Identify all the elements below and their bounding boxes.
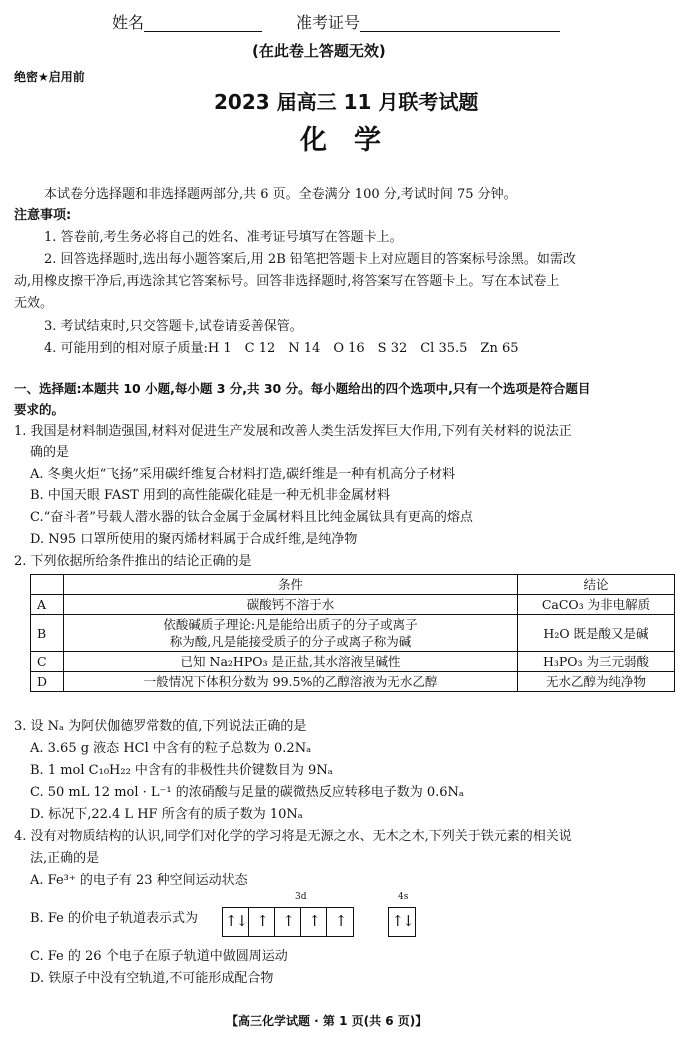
electron-arrows: ↑	[256, 912, 267, 930]
q3-option-c: C. 50 mL 12 mol · L⁻¹ 的浓硝酸与足量的碳微热反应转移电子数为 0.6Nₐ	[30, 785, 464, 800]
orbital-box	[301, 908, 327, 936]
q2-table	[30, 574, 675, 692]
col-conclusion: 结论	[518, 575, 675, 595]
notice-2a: 2. 回答选择题时,选出每小题答案后,用 2B 铅笔把答题卡上对应题目的答案标号涂黑。如需改	[44, 252, 576, 267]
table-row	[31, 595, 675, 615]
col-condition: 条件	[64, 575, 518, 595]
subject-title: 化 学	[300, 125, 381, 156]
q1-option-a: A. 冬奥火炬“飞扬”采用碳纤维复合材料打造,碳纤维是一种有机高分子材料	[30, 467, 456, 482]
row-conclusion: H₃PO₃ 为三元弱酸	[518, 652, 675, 672]
q3-option-a: A. 3.65 g 液态 HCl 中含有的粒子总数为 0.2Nₐ	[30, 741, 312, 756]
table-header-row	[31, 575, 675, 595]
row-condition-line: 称为酸,凡是能接受质子的分子或离子称为碱	[169, 634, 412, 649]
q4-option-d: D. 铁原子中没有空轨道,不可能形成配合物	[30, 971, 274, 986]
q3-option-b: B. 1 mol C₁₀H₂₂ 中含有的非极性共价键数目为 9Nₐ	[30, 763, 333, 778]
intro-text: 本试卷分选择题和非选择题两部分,共 6 页。全卷满分 100 分,考试时间 75 分钟。	[44, 187, 517, 202]
row-conclusion: 无水乙醇为纯净物	[518, 672, 675, 692]
row-conclusion: H₂O 既是酸又是碱	[518, 615, 675, 652]
section1-line2: 要求的。	[14, 402, 65, 417]
q1-stem-1: 1. 我国是材料制造强国,材料对促进生产发展和改善人类生活发挥巨大作用,下列有关材料的说法正	[14, 424, 572, 439]
q1-option-c: C.“奋斗者”号载人潜水器的钛合金属于金属材料且比纯金属钛具有更高的熔点	[30, 510, 473, 525]
electron-arrows: ↑	[308, 912, 319, 930]
label-3d: 3d	[295, 892, 307, 902]
secret-label: 绝密★启用前	[14, 70, 85, 84]
row-condition: 碳酸钙不溶于水	[64, 595, 518, 615]
q3-option-d: D. 标况下,22.4 L HF 所含有的质子数为 10Nₐ	[30, 807, 303, 822]
row-condition: 已知 Na₂HPO₃ 是正盐,其水溶液呈碱性	[64, 652, 518, 672]
row-conclusion: CaCO₃ 为非电解质	[518, 595, 675, 615]
orbital-box	[389, 908, 415, 936]
exam-title: 2023 届高三 11 月联考试题	[214, 90, 479, 114]
table-row	[31, 672, 675, 692]
row-condition	[64, 615, 518, 652]
orbital-box	[223, 908, 249, 936]
invalid-note: (在此卷上答题无效)	[252, 42, 386, 60]
id-blank	[360, 15, 560, 32]
name-label: 姓名	[112, 13, 145, 32]
table-row	[31, 615, 675, 652]
notice-1: 1. 答卷前,考生务必将自己的姓名、准考证号填写在答题卡上。	[44, 230, 403, 245]
row-condition-line: 依酸碱质子理论:凡是能给出质子的分子或离子	[163, 617, 418, 632]
q1-stem-2: 确的是	[30, 445, 70, 460]
name-blank	[144, 15, 262, 32]
q4-stem-1: 4. 没有对物质结构的认识,同学们对化学的学习将是无源之水、无木之木,下列关于铁元素的相关说	[14, 829, 572, 844]
q4-option-b: B. Fe 的价电子轨道表示式为	[30, 911, 198, 926]
q1-option-b: B. 中国天眼 FAST 用到的高性能碳化硅是一种无机非金属材料	[30, 488, 390, 503]
id-label: 准考证号	[296, 13, 361, 32]
orbital-box	[327, 908, 353, 936]
electron-arrows: ↑	[282, 912, 293, 930]
notice-4: 4. 可能用到的相对原子质量:H 1 C 12 N 14 O 16 S 32 Cl 35.5 Zn 65	[44, 341, 519, 356]
table-row	[31, 652, 675, 672]
electron-arrows: ↑	[334, 912, 346, 930]
electron-arrows: ↑↓	[391, 912, 413, 930]
section1-line1: 一、选择题:本题共 10 小题,每小题 3 分,共 30 分。每小题给出的四个选项中,只有一个选项是符合题目	[14, 381, 591, 396]
q4-option-c: C. Fe 的 26 个电子在原子轨道中做圆周运动	[30, 949, 288, 964]
row-key: A	[31, 595, 64, 615]
q2-stem: 2. 下列依据所给条件推出的结论正确的是	[14, 554, 252, 569]
notice-2b: 动,用橡皮擦干净后,再选涂其它答案标号。回答非选择题时,将答案写在答题卡上。写在本试卷上	[14, 274, 560, 289]
notice-2c: 无效。	[14, 296, 54, 311]
q1-option-d: D. N95 口罩所使用的聚丙烯材料属于合成纤维,是纯净物	[30, 532, 358, 547]
orbital-box	[249, 908, 275, 936]
id-field	[296, 14, 560, 32]
row-key: D	[31, 672, 64, 692]
row-key: B	[31, 615, 64, 652]
notice-3: 3. 考试结束时,只交答题卡,试卷请妥善保管。	[44, 319, 303, 334]
q4-stem-2: 法,正确的是	[30, 851, 100, 866]
q4-option-a: A. Fe³⁺ 的电子有 23 种空间运动状态	[30, 873, 248, 888]
orbital-3d-diagram	[222, 907, 354, 937]
row-key: C	[31, 652, 64, 672]
electron-arrows: ↑↓	[224, 912, 247, 930]
page-footer: 【高三化学试题 · 第 1 页(共 6 页)】	[226, 1014, 428, 1028]
label-4s: 4s	[398, 892, 409, 902]
table-corner	[31, 575, 64, 595]
row-condition: 一般情况下体积分数为 99.5%的乙醇溶液为无水乙醇	[64, 672, 518, 692]
notice-title: 注意事项:	[14, 208, 72, 223]
name-field	[112, 14, 262, 32]
q3-stem: 3. 设 Nₐ 为阿伏伽德罗常数的值,下列说法正确的是	[14, 719, 307, 734]
orbital-4s-diagram	[388, 907, 416, 937]
orbital-box	[275, 908, 301, 936]
